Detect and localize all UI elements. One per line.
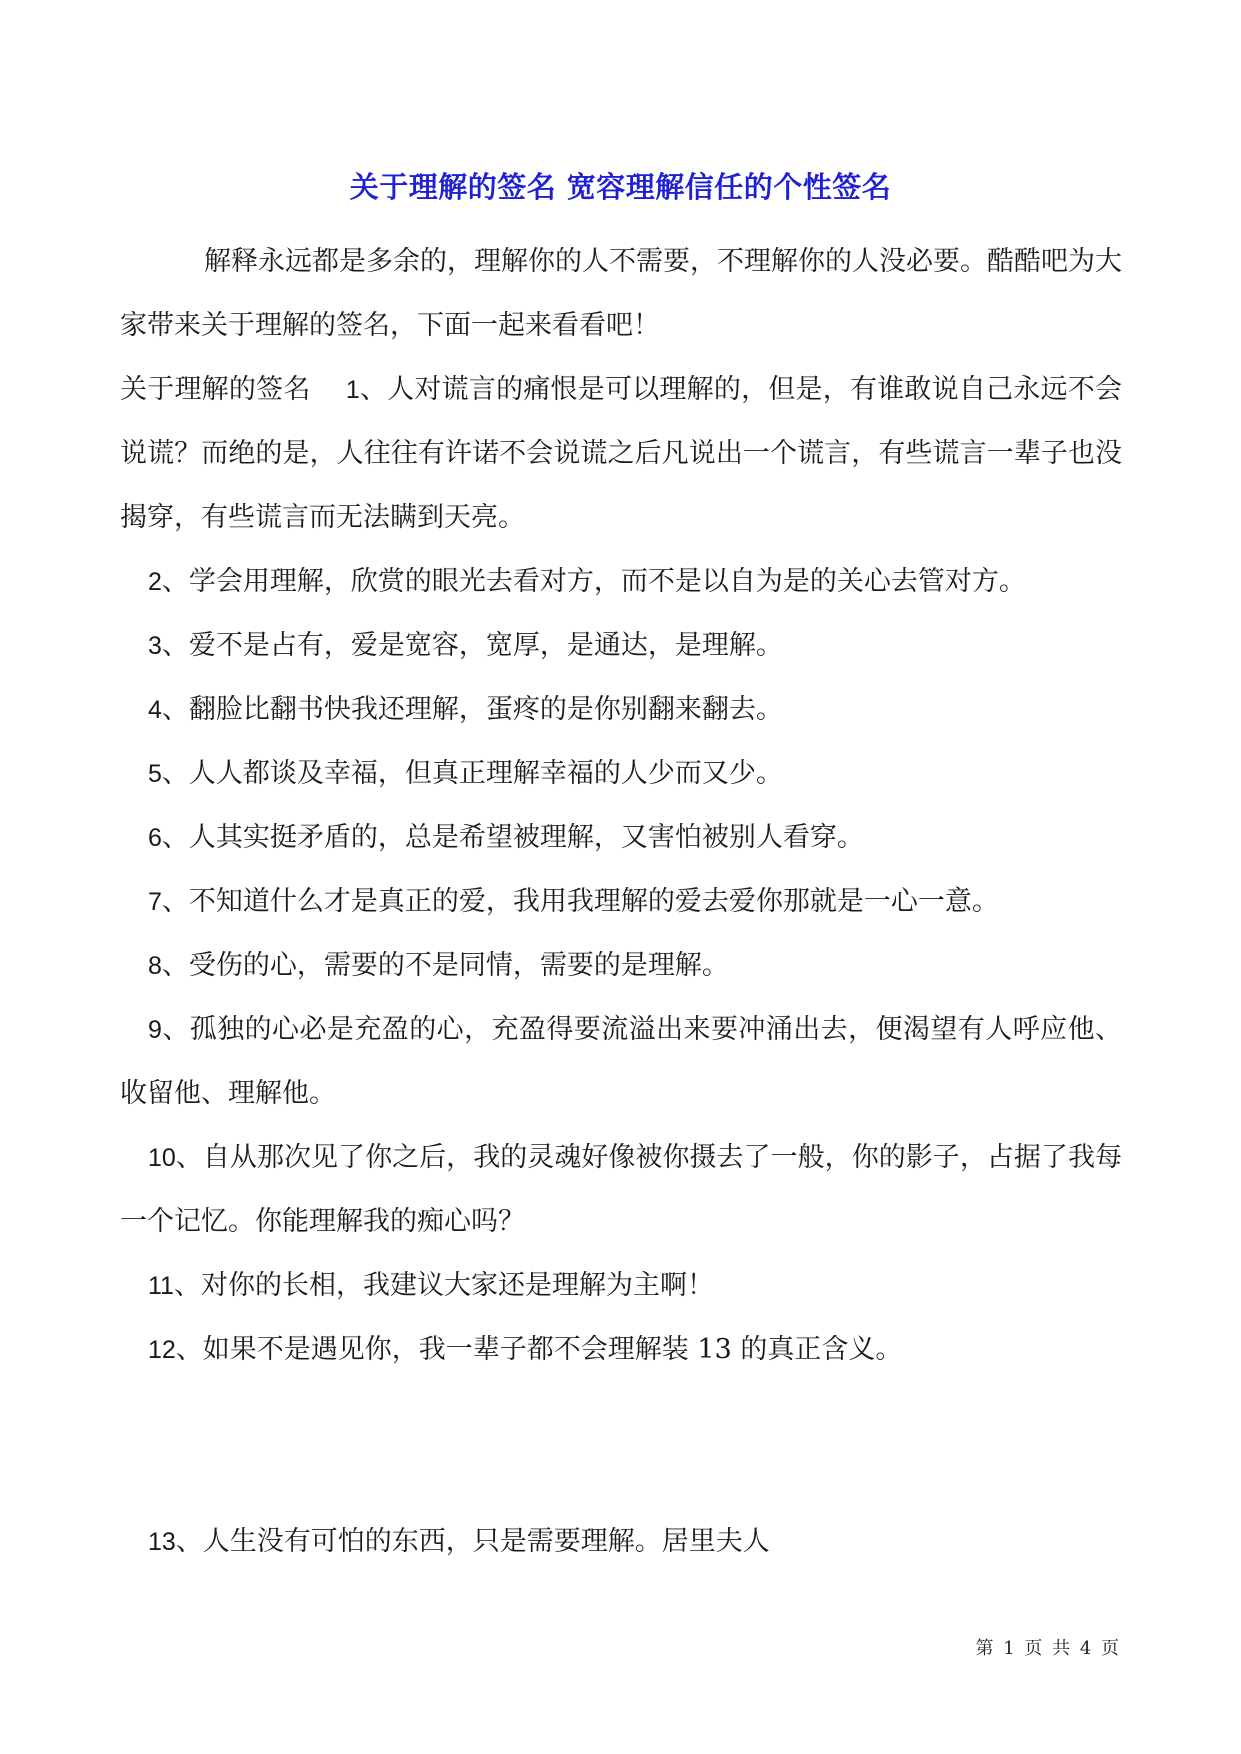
item-text: 、自从那次见了你之后，我的灵魂好像被你摄去了一般，你的影子，占据了我每一个记忆。你能理解我的痴心吗？ <box>120 1142 1122 1237</box>
list-item-1 <box>120 358 1122 550</box>
item-text: 、孤独的心必是充盈的心，充盈得要流溢出来要冲涌出去，便渴望有人呼应他、收留他、理解他。 <box>120 1014 1122 1109</box>
item-text: 、人对谎言的痛恨是可以理解的，但是，有谁敢说自己永远不会说谎？而绝的是，人往往有许诺不会说谎之后凡说出一个谎言，有些谎言一辈子也没揭穿，有些谎言而无法瞒到天亮。 <box>120 374 1122 533</box>
item-number: 1 <box>345 376 360 404</box>
item-number: 2 <box>148 568 162 596</box>
list-item-8 <box>120 934 1122 998</box>
item-text: 、对你的长相，我建议大家还是理解为主啊！ <box>173 1270 714 1301</box>
item-text: 、人人都谈及幸福，但真正理解幸福的人少而又少。 <box>161 758 783 789</box>
list-item-5 <box>120 742 1122 806</box>
list-item-10 <box>120 1126 1122 1254</box>
item-text: 、人其实挺矛盾的，总是希望被理解，又害怕被别人看穿。 <box>161 822 864 853</box>
list-item-12 <box>120 1318 1122 1382</box>
item-number: 9 <box>148 1016 162 1044</box>
list-item-3 <box>120 614 1122 678</box>
item-number: 7 <box>148 888 162 916</box>
item-text: 、如果不是遇见你，我一辈子都不会理解装 13 的真正含义。 <box>175 1334 903 1365</box>
item-text: 、不知道什么才是真正的爱，我用我理解的爱去爱你那就是一心一意。 <box>161 886 999 917</box>
item-number: 5 <box>148 760 162 788</box>
item-number: 4 <box>148 696 162 724</box>
page-number-footer: 第 1 页 共 4 页 <box>975 1638 1121 1659</box>
list-item-2 <box>120 550 1122 614</box>
item-number: 6 <box>148 824 162 852</box>
list-item-9 <box>120 998 1122 1126</box>
list-item-6 <box>120 806 1122 870</box>
item-text: 、受伤的心，需要的不是同情，需要的是理解。 <box>161 950 729 981</box>
list-item-11 <box>120 1254 1122 1318</box>
item-number: 3 <box>148 632 162 660</box>
intro-paragraph: 解释永远都是多余的，理解你的人不需要，不理解你的人没必要。酷酷吧为大家带来关于理解的签名，下面一起来看看吧！ <box>120 246 1122 341</box>
list-item-7 <box>120 870 1122 934</box>
item-text: 、翻脸比翻书快我还理解，蛋疼的是你别翻来翻去。 <box>161 694 783 725</box>
document-body <box>120 230 1122 1574</box>
item-text: 、学会用理解，欣赏的眼光去看对方，而不是以自为是的关心去管对方。 <box>161 566 1026 597</box>
item-text: 、人生没有可怕的东西，只是需要理解。居里夫人 <box>175 1526 770 1557</box>
list-item-4 <box>120 678 1122 742</box>
item-text: 、爱不是占有，爱是宽容，宽厚，是通达，是理解。 <box>161 630 783 661</box>
list-item-13 <box>120 1510 1122 1574</box>
item-number: 13 <box>148 1528 176 1556</box>
item-number: 10 <box>148 1144 176 1172</box>
item-number: 8 <box>148 952 162 980</box>
document-title: 关于理解的签名 宽容理解信任的个性签名 <box>349 170 892 204</box>
item-number: 12 <box>148 1336 176 1364</box>
page-gap <box>120 1382 1122 1510</box>
item-number: 11 <box>148 1272 174 1300</box>
section-heading: 关于理解的签名 <box>120 374 311 405</box>
